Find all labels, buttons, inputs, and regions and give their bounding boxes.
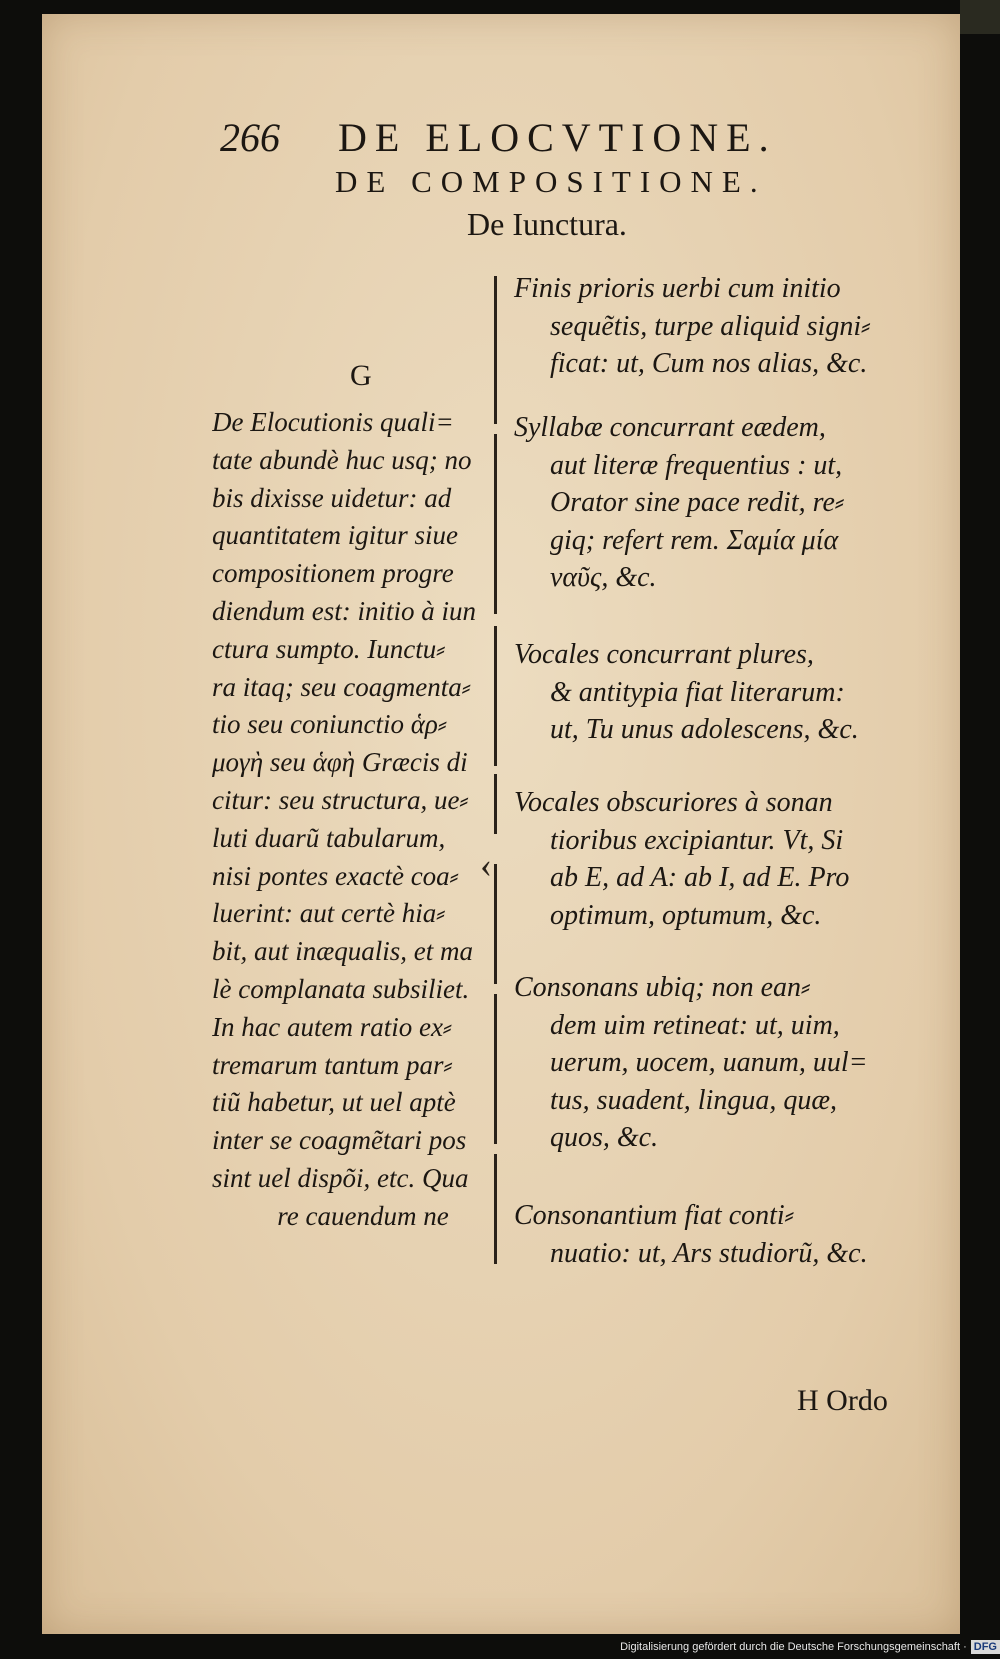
text-line: compositionem progre [212,558,454,589]
text-line: luti duarũ tabularum, [212,822,446,853]
entry-line: Finis prioris uerbi cum initio [514,273,841,304]
brace-segment [494,626,497,766]
footer-text: Digitalisierung gefördert durch die Deutsche Forschungsgemeinschaft · [620,1641,967,1653]
right-column-entry [514,969,944,1157]
brace-segment [494,774,497,834]
text-line: nisi pontes exactè coa⸗ [212,860,459,891]
running-head-title: DE ELOCVTIONE. [338,115,777,160]
text-line: tate abundè huc usq; no [212,444,472,475]
book-edge [960,0,1000,34]
brace-segment [494,434,497,614]
brace-segment [494,864,497,984]
text-line: tiũ habetur, ut uel aptè [212,1087,456,1118]
entry-line: ναῦς, &c. [550,562,657,593]
text-line: inter se coagmẽtari pos [212,1125,467,1156]
digitization-footer [600,1636,1000,1658]
text-line: citur: seu structura, ue⸗ [212,784,469,815]
brace-segment [494,994,497,1144]
text-line: luerint: aut certè hia⸗ [212,898,446,929]
entry-line: ab E, ad A: ab I, ad E. Pro [550,862,850,893]
text-line: μογὴ seu ἁφὴ Græcis di [212,747,468,778]
running-head [220,114,920,161]
entry-line: optimum, optumum, &c. [550,899,822,931]
entry-line: nuatio: ut, Ars studiorũ, &c. [550,1237,868,1269]
brace-segment [494,1154,497,1264]
entry-line: tioribus excipiantur. Vt, Si [550,824,844,856]
text-line: quantitatem igitur siue [212,520,458,551]
text-line: sint uel dispõi, etc. Qua [212,1162,469,1193]
entry-line: Vocales obscuriores à sonan [514,787,833,818]
text-line: tio seu coniunctio ἁρ⸗ [212,709,447,740]
text-line: ra itaq; seu coagmenta⸗ [212,671,471,702]
left-column-text [212,404,514,1236]
right-column-entry [514,1197,944,1272]
entry-line: Syllabæ concurrant eædem, [514,412,826,443]
right-column-entry [514,636,944,749]
entry-line: quos, &c. [550,1122,659,1153]
entry-line: tus, suadent, lingua, quæ, [550,1084,838,1116]
book-page [42,14,960,1634]
text-line: In hac autem ratio ex⸗ [212,1011,452,1042]
text-line: bis dixisse uidetur: ad [212,482,452,513]
catchword: H Ordo [797,1384,888,1417]
entry-line: sequẽtis, turpe aliquid signi⸗ [550,310,871,342]
right-column-entry [514,784,944,934]
right-column-entry [514,409,944,597]
entry-line: dem uim retineat: ut, uim, [550,1009,840,1041]
text-line: ctura sumpto. Iunctu⸗ [212,633,446,664]
entry-line: Vocales concurrant plures, [514,639,814,670]
entry-line: ficat: ut, Cum nos alias, &c. [550,348,868,379]
brace-tip-icon: ‹ [480,845,492,885]
brace-segment [494,276,497,424]
text-line: bit, aut inæqualis, et ma [212,936,474,967]
text-line: lè complanata subsiliet. [212,973,470,1004]
entry-line: & antitypia fiat literarum: [550,676,845,708]
entry-line: giq; refert rem. Σαμία μία [550,524,839,556]
text-line: diendum est: initio à iun [212,595,476,626]
entry-line: ut, Tu unus adolescens, &c. [550,714,859,745]
entry-line: Consonans ubiq; non ean⸗ [514,972,811,1003]
dfg-logo: DFG [971,1640,1000,1654]
entry-line: aut literæ frequentius : ut, [550,449,843,481]
signature-mark: G [350,359,372,392]
section-title: DE COMPOSITIONE. [335,164,767,199]
text-line: re cauendum ne [277,1200,449,1231]
entry-line: uerum, uocem, uanum, uul= [550,1047,868,1078]
page-number: 266 [220,115,280,160]
entry-line: Consonantium fiat conti⸗ [514,1200,794,1231]
text-line: De Elocutionis quali= [212,407,454,437]
text-line: tremarum tantum par⸗ [212,1049,453,1080]
entry-line: Orator sine pace redit, re⸗ [550,487,845,518]
right-column-entry [514,270,944,383]
subsection-title: De Iunctura. [467,206,627,242]
